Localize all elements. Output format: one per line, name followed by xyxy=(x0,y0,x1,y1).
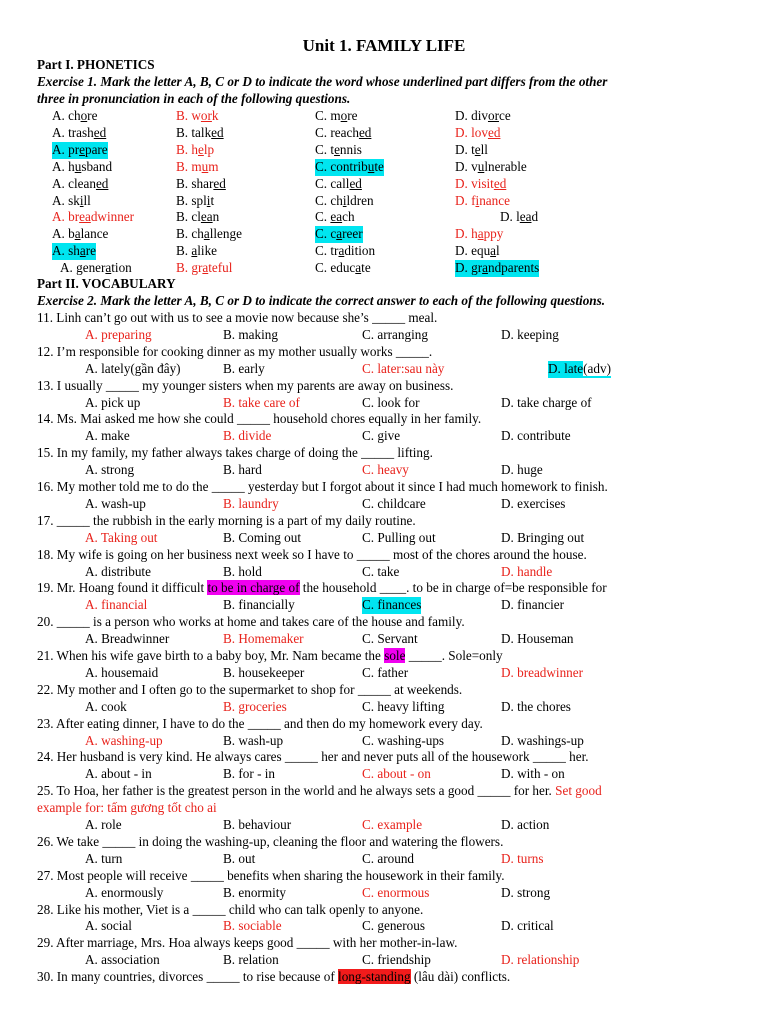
option-text: B. talk xyxy=(176,124,212,140)
option-a: A. Breadwinner xyxy=(85,631,170,647)
option-c: C. Pulling out xyxy=(362,529,436,545)
underlined-part: a xyxy=(482,260,488,276)
question-text: 20. _____ is a person who works at home and takes care of the house and family. xyxy=(37,614,465,630)
option-b xyxy=(176,243,217,260)
option-a xyxy=(52,243,96,260)
question-text: 15. In my family, my father always takes charge of doing the _____ lifting. xyxy=(37,445,433,461)
underlined-part: a xyxy=(202,260,209,276)
option-text: ll xyxy=(480,141,488,157)
phonetics-item xyxy=(0,159,768,176)
option-text: m xyxy=(208,158,219,174)
option-a: A. pick up xyxy=(85,394,141,410)
option-b: B. sociable xyxy=(223,918,282,934)
question-text: 13. I usually _____ my younger sisters when my parents are away on business. xyxy=(37,377,454,393)
option-b: B. out xyxy=(223,850,256,866)
option-c: C. childcare xyxy=(362,495,426,511)
option-text: B. w xyxy=(176,108,201,123)
option-text: ldren xyxy=(346,192,374,208)
options-row xyxy=(0,885,768,902)
option-c: C. generous xyxy=(362,918,425,934)
underlined-part: ed xyxy=(358,124,372,140)
option-c xyxy=(315,243,375,260)
underlined-part: ed xyxy=(213,175,226,191)
page-title: Unit 1. FAMILY LIFE xyxy=(302,36,466,55)
option-text: A. trash xyxy=(52,124,94,140)
question-segment: Set good xyxy=(555,783,602,799)
option-text: D. visit xyxy=(455,175,494,191)
option-a: A. enormously xyxy=(85,884,164,900)
options-row xyxy=(0,817,768,834)
option-a: A. social xyxy=(85,918,132,934)
option-a: A. lately(gần đây) xyxy=(85,360,181,376)
option-b: B. relation xyxy=(223,952,279,968)
option-c xyxy=(315,226,363,243)
options-row xyxy=(0,564,768,581)
option-d: D. late(adv) xyxy=(548,360,611,376)
underlined-part: a xyxy=(79,243,86,259)
option-d: D. washings-up xyxy=(501,732,584,748)
option-a: A. cook xyxy=(85,698,127,714)
option-a: A. washing-up xyxy=(85,732,163,748)
option-b xyxy=(176,125,224,142)
underlined-part: a xyxy=(338,243,345,259)
option-text: ll xyxy=(83,192,91,208)
option-text: lnerable xyxy=(484,158,527,174)
option-d: D. keeping xyxy=(501,326,559,342)
ex1-instruction-line2: three in pronunciation in each of the following questions. xyxy=(37,91,351,106)
part2-heading: Part II. VOCABULARY xyxy=(37,276,176,291)
option-text: ch xyxy=(342,209,355,225)
option-c: C. finances xyxy=(362,597,422,613)
option-d: D. breadwinner xyxy=(501,664,584,680)
options-row xyxy=(0,428,768,445)
option-text: C. ch xyxy=(315,192,343,208)
option-c xyxy=(315,108,358,125)
option-text: re xyxy=(85,243,96,259)
phonetics-item xyxy=(0,243,768,260)
option-c: C. friendship xyxy=(362,952,431,968)
options-row xyxy=(0,530,768,547)
option-text: re xyxy=(347,108,358,123)
option-text: C. tr xyxy=(315,243,339,259)
option-d: D. financier xyxy=(501,597,564,613)
option-a: A. make xyxy=(85,428,130,444)
option-note: (adv) xyxy=(583,360,611,376)
option-text: nance xyxy=(479,192,510,208)
option-b xyxy=(176,159,219,176)
option-b xyxy=(176,226,242,243)
underlined-part: u xyxy=(74,158,82,174)
option-a xyxy=(60,260,132,277)
option-c: C. washing-ups xyxy=(362,732,445,748)
underlined-part: a xyxy=(477,226,484,242)
underlined-part: ea xyxy=(519,209,532,225)
option-b xyxy=(176,193,214,210)
option-text: B. m xyxy=(176,158,202,174)
question-segment: _____. Sole=only xyxy=(405,648,503,663)
option-text: re xyxy=(87,108,98,123)
option-c xyxy=(315,209,355,226)
options-row xyxy=(0,733,768,750)
option-text: D. l xyxy=(500,209,520,225)
option-a: A. role xyxy=(85,817,122,832)
option-text: D. lov xyxy=(455,124,488,140)
option-text: ndparents xyxy=(487,260,540,276)
underlined-part: e xyxy=(334,141,340,157)
option-b: B. Coming out xyxy=(223,529,302,545)
question-segment: sole xyxy=(384,648,406,663)
question-text: 29. After marriage, Mrs. Hoa always keeps good _____ with her mother-in-law. xyxy=(37,935,458,951)
option-c: C. about - on xyxy=(362,766,431,782)
underlined-part: ed xyxy=(487,124,501,140)
option-a: A. financial xyxy=(85,597,148,613)
option-text: d xyxy=(531,209,539,225)
option-text: ce xyxy=(498,108,511,123)
option-c xyxy=(315,142,362,159)
question-text: 14. Ms. Mai asked me how she could _____ household chores equally in her family. xyxy=(37,411,482,427)
underlined-part: e xyxy=(79,141,85,157)
underlined-part: or xyxy=(200,108,212,123)
option-c: C. around xyxy=(362,850,415,866)
option-d: D. relationship xyxy=(501,952,580,968)
option-text: teful xyxy=(208,260,233,276)
option-c: C. enormous xyxy=(362,884,430,900)
option-c: C. give xyxy=(362,428,401,444)
underlined-part: i xyxy=(206,192,211,208)
underlined-part: a xyxy=(105,260,112,276)
question-text: 12. I’m responsible for cooking dinner as my mother usually works _____. xyxy=(37,343,433,359)
question-segment: to be in charge of xyxy=(207,580,300,596)
option-text: A. ch xyxy=(52,108,81,123)
option-a: A. about - in xyxy=(85,766,152,782)
option-b: B. enormity xyxy=(223,884,287,900)
option-text: B. gr xyxy=(176,260,203,276)
option-b xyxy=(176,108,219,125)
option-a: A. strong xyxy=(85,462,135,478)
question-segment: 25. To Hoa, her father is the greatest person in the world and he always sets a good _____ for her. xyxy=(37,783,556,799)
option-a xyxy=(52,193,91,210)
option-a xyxy=(52,125,106,142)
options-row xyxy=(0,851,768,868)
option-text: C. xyxy=(315,209,331,225)
underlined-part: u xyxy=(201,158,209,174)
option-text: ppy xyxy=(483,226,504,242)
option-text: reer xyxy=(342,226,363,242)
option-a: A. association xyxy=(85,952,160,968)
phonetics-item xyxy=(0,193,768,210)
question-text xyxy=(37,648,737,665)
underlined-part: a xyxy=(355,260,362,276)
options-row xyxy=(0,699,768,716)
option-b xyxy=(176,142,214,159)
option-d: D. Bringing out xyxy=(501,529,585,545)
option-d xyxy=(455,142,488,159)
option-c: C. father xyxy=(362,664,409,680)
question-text: 23. After eating dinner, I have to do the _____ and then do my homework every day. xyxy=(37,715,483,731)
option-b: B. housekeeper xyxy=(223,664,305,680)
phonetics-item xyxy=(0,108,768,125)
option-text: C. educ xyxy=(315,260,356,276)
question-text: 28. Like his mother, Viet is a _____ child who can talk openly to anyone. xyxy=(37,901,424,917)
option-b: B. making xyxy=(223,326,278,342)
underlined-part: u xyxy=(477,158,485,174)
option-text: D. v xyxy=(455,158,478,174)
question-text: 11. Linh can’t go out with us to see a movie now because she’s _____ meal. xyxy=(37,310,438,325)
question-text: 18. My wife is going on her business next week so I have to _____ most of the chores around the house. xyxy=(37,546,587,562)
underlined-part: ed xyxy=(211,124,224,140)
underlined-part: a xyxy=(490,243,497,259)
option-b: B. hold xyxy=(223,563,262,579)
option-c: C. take xyxy=(362,563,400,579)
option-a: A. turn xyxy=(85,850,123,866)
underlined-part: e xyxy=(474,141,481,157)
option-c xyxy=(315,260,371,277)
underlined-part: a xyxy=(203,226,210,242)
question-segment: 21. When his wife gave birth to a baby boy, Mr. Nam became the xyxy=(37,648,385,663)
option-a xyxy=(52,209,134,226)
underlined-part: ea xyxy=(79,209,91,225)
option-text: lp xyxy=(203,141,215,157)
option-c: C. arranging xyxy=(362,326,428,342)
option-c: C. Servant xyxy=(362,631,418,647)
underlined-part: or xyxy=(487,108,499,123)
option-text: k xyxy=(211,108,219,123)
option-text: A. b xyxy=(52,226,75,242)
option-text: B. cl xyxy=(176,209,201,225)
question-text xyxy=(37,580,737,597)
option-c xyxy=(315,176,362,193)
option-b: B. divide xyxy=(223,428,272,444)
option-d xyxy=(455,243,500,260)
option-text: like xyxy=(197,243,218,259)
option-c: C. look for xyxy=(362,394,420,410)
option-text: A. sh xyxy=(52,243,80,259)
option-d xyxy=(455,226,503,243)
option-text: A. gener xyxy=(60,260,106,276)
option-text: C. reach xyxy=(315,124,359,140)
option-a: A. housemaid xyxy=(85,664,159,680)
option-text: A. clean xyxy=(52,175,96,191)
option-text: D. t xyxy=(455,141,475,157)
option-text: A. br xyxy=(52,209,80,225)
question-segment: (lâu dài) conflicts. xyxy=(410,969,511,985)
option-text: sband xyxy=(81,158,113,174)
option-text: A. sk xyxy=(52,192,80,208)
option-text: B. xyxy=(176,243,192,259)
option-text: C. t xyxy=(315,141,335,157)
option-d xyxy=(455,159,527,176)
option-a: A. preparing xyxy=(85,326,152,342)
underlined-part: o xyxy=(340,108,348,123)
option-text: dwinner xyxy=(90,209,135,225)
option-b: B. early xyxy=(223,360,265,376)
phonetics-item xyxy=(0,226,768,243)
underlined-part: ed xyxy=(93,124,107,140)
options-row xyxy=(0,952,768,969)
option-d xyxy=(455,108,511,125)
option-text: C. c xyxy=(315,226,337,242)
underlined-part: ed xyxy=(349,175,362,191)
ex2-instruction: Exercise 2. Mark the letter A, B, C or D to indicate the correct answer to each of the following questions. xyxy=(37,293,606,308)
question-text: 24. Her husband is very kind. He always cares _____ her and never puts all of the housework _____ her. xyxy=(37,749,589,765)
options-row xyxy=(0,766,768,783)
option-text: te xyxy=(374,158,384,174)
option-b: B. financially xyxy=(223,597,295,613)
option-text: nnis xyxy=(339,141,362,157)
underlined-part: i xyxy=(342,192,347,208)
option-d: D. strong xyxy=(501,884,551,900)
option-a: A. Taking out xyxy=(85,529,158,545)
option-text: A. h xyxy=(52,158,75,174)
question-segment: 19. Mr. Hoang found it difficult xyxy=(37,580,208,596)
option-d xyxy=(500,209,538,226)
option-text: C. call xyxy=(315,175,350,191)
option-a xyxy=(52,159,112,176)
question-text: 27. Most people will receive _____ benefits when sharing the housework in their family. xyxy=(37,867,505,883)
underlined-part: i xyxy=(475,192,480,208)
option-c: C. heavy lifting xyxy=(362,698,445,714)
options-row xyxy=(0,361,768,378)
question-text: 16. My mother told me to do the _____ yesterday but I forgot about it since I had much homework to finish. xyxy=(37,479,608,494)
underlined-part: ea xyxy=(330,209,343,225)
underlined-part: ea xyxy=(200,209,213,225)
option-text: t xyxy=(210,192,215,208)
option-text: D. f xyxy=(455,192,476,208)
option-text: D. h xyxy=(455,226,478,242)
question-text xyxy=(37,783,737,800)
option-c xyxy=(315,159,384,176)
question-text: 22. My mother and I often go to the supermarket to shop for _____ at weekends. xyxy=(37,681,463,697)
ex1-instruction-line1: Exercise 1. Mark the letter A, B, C or D to indicate the word whose underlined part differs from the other xyxy=(37,74,608,89)
option-d: D. action xyxy=(501,817,550,832)
option-text: D. div xyxy=(455,108,488,123)
option-text: dition xyxy=(344,243,376,259)
option-a: A. wash-up xyxy=(85,495,146,511)
option-text: pare xyxy=(84,141,108,157)
phonetics-item xyxy=(0,176,768,193)
option-b: B. behaviour xyxy=(223,817,292,832)
question-text: 26. We take _____ in doing the washing-up, cleaning the floor and watering the flowers. xyxy=(37,833,504,849)
option-d: D. Houseman xyxy=(501,631,574,647)
option-d: D. critical xyxy=(501,918,554,934)
underlined-part: a xyxy=(74,226,81,242)
option-a xyxy=(52,176,108,193)
underlined-part: a xyxy=(336,226,343,242)
underlined-part: ed xyxy=(95,175,109,191)
option-text: tion xyxy=(111,260,132,276)
underlined-part: u xyxy=(367,158,375,174)
option-text: A. pr xyxy=(52,141,80,157)
underlined-part: ed xyxy=(493,175,507,191)
option-text: B. shar xyxy=(176,175,214,191)
option-c: C. later:sau này xyxy=(362,360,445,376)
question-text xyxy=(37,969,737,986)
option-d: D. contribute xyxy=(501,428,571,444)
phonetics-item xyxy=(0,260,768,277)
option-d xyxy=(455,260,539,277)
option-c xyxy=(315,125,371,142)
underlined-part: i xyxy=(79,192,84,208)
option-b: B. take care of xyxy=(223,394,300,410)
option-d: D. turns xyxy=(501,850,544,866)
options-row xyxy=(0,496,768,513)
option-d: D. take charge of xyxy=(501,394,592,410)
question-text: 17. _____ the rubbish in the early morning is a part of my daily routine. xyxy=(37,512,416,528)
option-text: C. m xyxy=(315,108,341,123)
options-row xyxy=(0,631,768,648)
option-d: D. handle xyxy=(501,563,553,579)
option-text: D. equ xyxy=(455,243,491,259)
option-b xyxy=(176,176,226,193)
question-segment: the household ____. to be in charge of=be responsible for xyxy=(299,580,607,596)
option-text: B. spl xyxy=(176,192,207,208)
options-row xyxy=(0,665,768,682)
option-b xyxy=(176,209,219,226)
options-row xyxy=(0,462,768,479)
option-text: l xyxy=(496,243,500,259)
option-d: D. huge xyxy=(501,462,543,478)
option-d xyxy=(455,193,510,210)
option-text: C. contrib xyxy=(315,158,368,174)
option-text: n xyxy=(212,209,220,225)
options-row xyxy=(0,395,768,412)
option-d xyxy=(455,176,506,193)
underlined-part: o xyxy=(80,108,88,123)
option-d: D. with - on xyxy=(501,766,565,782)
question-segment: 30. In many countries, divorces _____ to rise because of xyxy=(37,969,339,985)
phonetics-item xyxy=(0,209,768,226)
option-b xyxy=(176,260,232,277)
option-a: A. distribute xyxy=(85,563,151,579)
phonetics-item xyxy=(0,125,768,142)
phonetics-item xyxy=(0,142,768,159)
options-row xyxy=(0,327,768,344)
part1-heading: Part I. PHONETICS xyxy=(37,57,155,72)
option-b: B. laundry xyxy=(223,495,279,511)
option-b: B. wash-up xyxy=(223,732,284,748)
option-a xyxy=(52,226,108,243)
underlined-part: a xyxy=(191,243,198,259)
options-row xyxy=(0,918,768,935)
option-text: te xyxy=(361,260,371,276)
option-text: D. gr xyxy=(455,260,483,276)
option-b: B. groceries xyxy=(223,698,287,714)
option-b: B. for - in xyxy=(223,766,276,782)
option-c xyxy=(315,193,374,210)
option-text: lance xyxy=(80,226,109,242)
option-d: D. the chores xyxy=(501,698,571,714)
option-a xyxy=(52,142,108,159)
option-text: llenge xyxy=(209,226,242,242)
underlined-part: e xyxy=(197,141,204,157)
option-text: B. h xyxy=(176,141,198,157)
option-c: C. example xyxy=(362,817,423,832)
option-a xyxy=(52,108,97,125)
option-d: D. exercises xyxy=(501,495,566,511)
question-note: example for: tấm gương tốt cho ai xyxy=(37,800,217,816)
question-segment: long-standing xyxy=(338,969,411,985)
option-d xyxy=(455,125,500,142)
option-text: B. ch xyxy=(176,226,204,242)
option-b: B. Homemaker xyxy=(223,631,304,647)
options-row xyxy=(0,597,768,614)
option-c: C. heavy xyxy=(362,462,409,478)
option-b: B. hard xyxy=(223,462,262,478)
